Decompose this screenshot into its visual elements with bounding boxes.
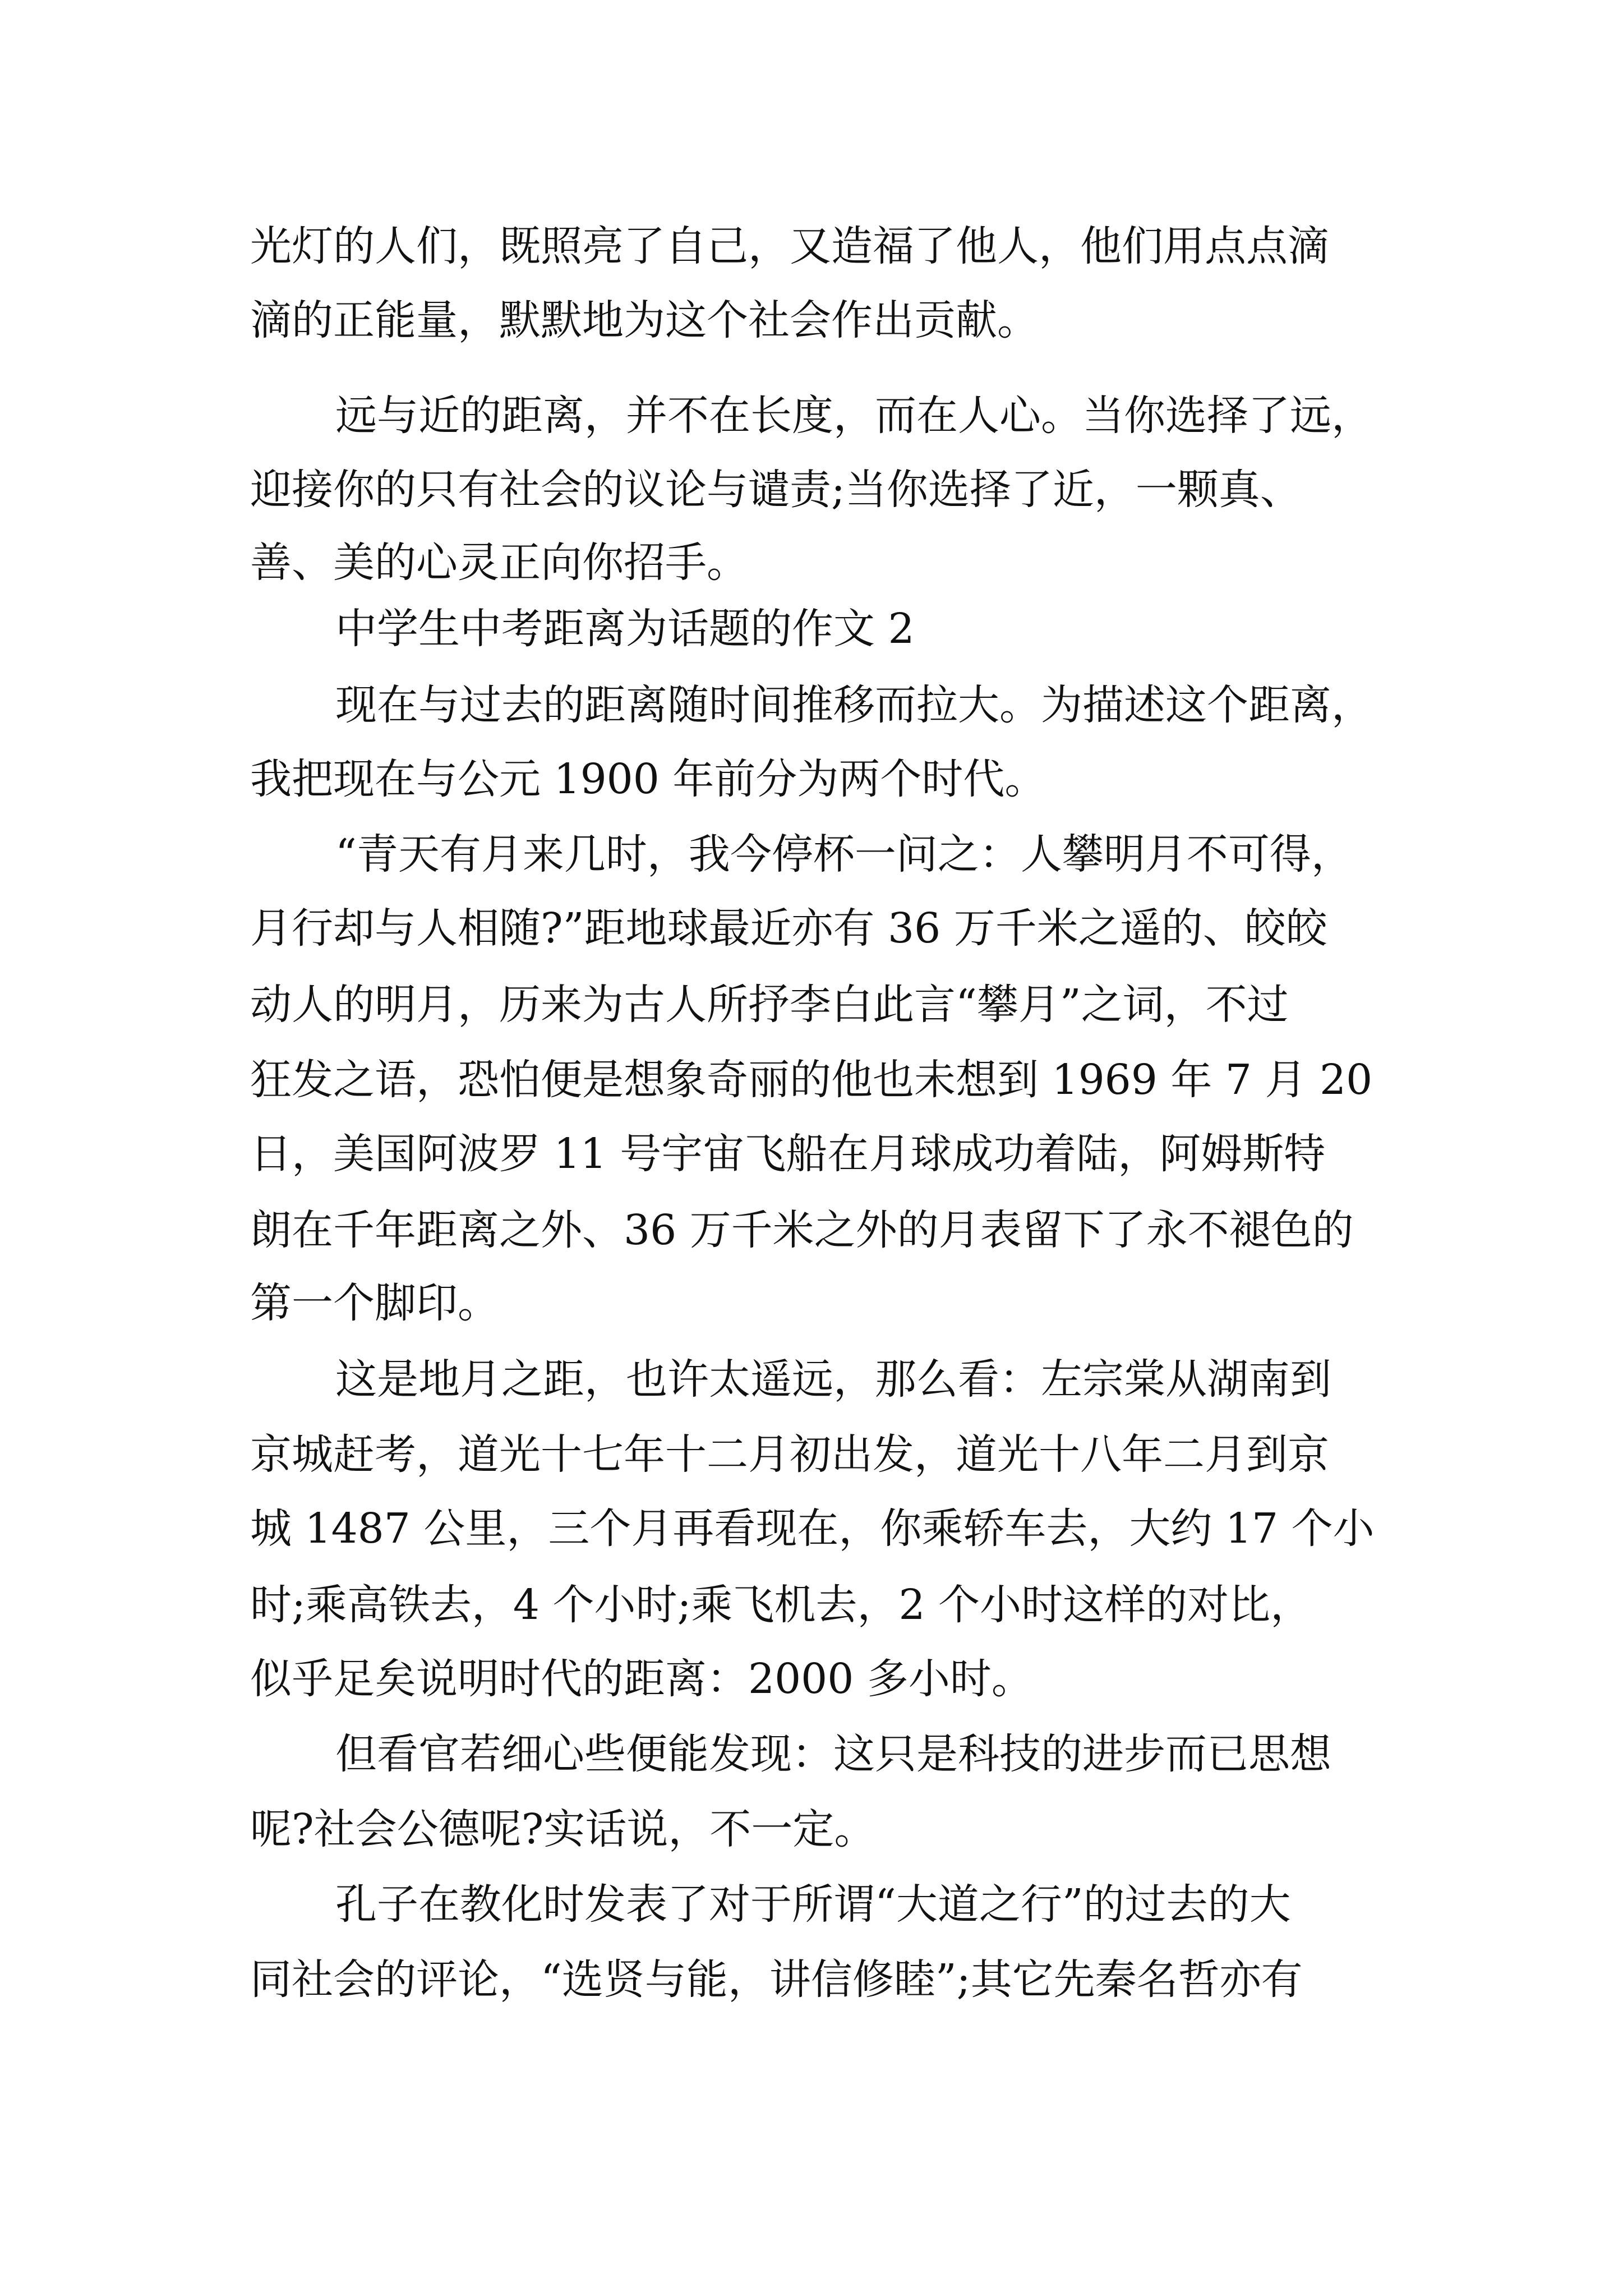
text-line: 时;乘高铁去，4 个小时;乘飞机去，2 个小时这样的对比，	[250, 1581, 1312, 1629]
paragraph-start-line: 这是地月之距，也许太遥远，那么看：左宗棠从湖南到	[335, 1355, 1331, 1404]
text-line: 月行却与人相随?”距地球最近亦有 36 万千米之遥的、皎皎	[250, 904, 1327, 953]
paragraph-start-line: 现在与过去的距离随时间推移而拉大。为描述这个距离，	[335, 681, 1373, 729]
text-line: 狂发之语，恐怕便是想象奇丽的他也未想到 1969 年 7 月 20	[250, 1056, 1373, 1104]
section-heading: 中学生中考距离为话题的作文 2	[335, 605, 915, 653]
paragraph-start-line: 远与近的距离，并不在长度，而在人心。当你选择了远，	[335, 392, 1373, 440]
text-line: 似乎足矣说明时代的距离：2000 多小时。	[250, 1655, 1033, 1703]
text-line: 光灯的人们，既照亮了自己，又造福了他人，他们用点点滴	[250, 222, 1329, 270]
text-line: 动人的明月，历来为古人所抒李白此言“攀月”之词，不过	[250, 981, 1289, 1029]
text-line: 善、美的心灵正向你招手。	[250, 539, 748, 587]
text-line: 我把现在与公元 1900 年前分为两个时代。	[250, 755, 1046, 803]
text-line: 京城赶考，道光十七年十二月初出发，道光十八年二月到京	[250, 1430, 1329, 1479]
paragraph-start-line: “青天有月来几时，我今停杯一问之：人攀明月不可得，	[335, 830, 1353, 878]
text-line: 呢?社会公德呢?实话说，不一定。	[250, 1805, 876, 1853]
text-line: 朗在千年距离之外、36 万千米之外的月表留下了永不褪色的	[250, 1206, 1354, 1254]
text-line: 滴的正能量，默默地为这个社会作出贡献。	[250, 296, 1039, 344]
paragraph-start-line: 孔子在教化时发表了对于所谓“大道之行”的过去的大	[335, 1880, 1291, 1929]
text-line: 日，美国阿波罗 11 号宇宙飞船在月球成功着陆，阿姆斯特	[250, 1130, 1326, 1178]
text-line: 第一个脚印。	[250, 1279, 499, 1327]
text-line: 城 1487 公里，三个月再看现在，你乘轿车去，大约 17 个小	[250, 1504, 1375, 1553]
paragraph-start-line: 但看官若细心些便能发现：这只是科技的进步而已思想	[335, 1730, 1331, 1778]
text-line: 同社会的评论，“选贤与能，讲信修睦”;其它先秦名哲亦有	[250, 1955, 1303, 2004]
text-line: 迎接你的只有社会的议论与谴责;当你选择了近，一颗真、	[250, 466, 1302, 514]
